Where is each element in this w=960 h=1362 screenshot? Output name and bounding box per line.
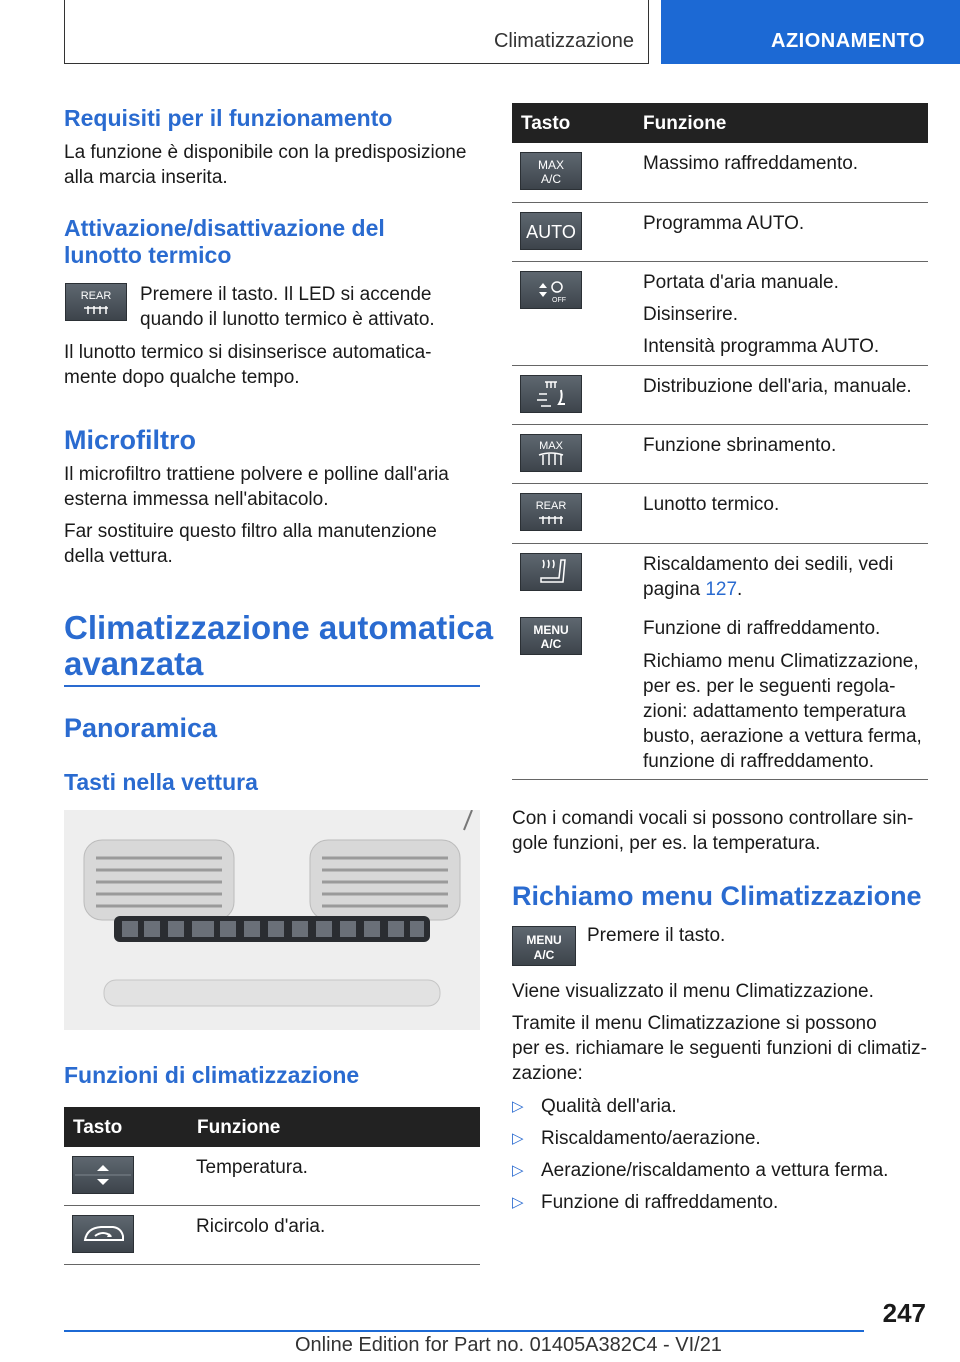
right-table-divider-3 — [512, 365, 928, 366]
menu-heading: Richiamo menu Climatizzazione — [512, 881, 922, 911]
header-chapter-label: AZIONAMENTO — [771, 30, 926, 52]
fan-button-image — [520, 271, 582, 309]
rear-defrost-text-1: Premere il tasto. Il LED si accende — [140, 284, 432, 305]
right-row-3-line-2: Disinserire. — [643, 304, 739, 325]
left-table-divider-1 — [64, 1205, 480, 1206]
left-table-divider-2 — [64, 1264, 480, 1265]
rear-button-image — [520, 493, 582, 531]
svg-text:MENU: MENU — [526, 933, 562, 947]
right-row-8-line-6: funzione di raffreddamento. — [643, 751, 874, 772]
svg-text:AUTO: AUTO — [526, 222, 576, 242]
svg-text:MAX: MAX — [537, 158, 565, 172]
right-row-7-line-2: pagina 127. — [643, 579, 743, 600]
svg-text:MENU: MENU — [533, 623, 569, 637]
menu-ac-button-image-2 — [512, 926, 576, 966]
defrost-button-image — [520, 434, 582, 472]
voice-text-1: Con i comandi vocali si possono controllare sin- — [512, 808, 914, 829]
car-buttons-heading: Tasti nella vettura — [64, 769, 258, 795]
seat-heat-button-image — [520, 553, 582, 591]
overview-heading: Panoramica — [64, 713, 218, 743]
temperature-arrows-icon — [73, 1157, 133, 1193]
voice-text-2: gole funzioni, per es. la temperatura. — [512, 833, 821, 854]
temperature-button-image — [72, 1156, 134, 1194]
air-recirculation-icon — [73, 1216, 133, 1252]
triangle-bullet-icon: ▷ — [512, 1130, 524, 1147]
main-heading-underline — [64, 685, 480, 687]
rear-defrost-heading-1: Attivazione/disattivazione del — [64, 215, 385, 241]
right-table-divider-6 — [512, 543, 928, 544]
windshield-defrost-icon — [521, 435, 581, 471]
right-row-4-line-1: Distribuzione dell'aria, manuale. — [643, 376, 912, 397]
seat-heating-page-link[interactable]: 127 — [705, 579, 738, 600]
left-table-col-button: Tasto — [73, 1117, 123, 1138]
main-heading-1: Climatizzazione automatica — [64, 609, 494, 646]
right-row-8-line-4: zioni: adattamento temperatura — [643, 701, 906, 722]
right-table-header — [512, 103, 928, 143]
menu-ac-icon — [513, 927, 575, 965]
microfilter-text-1: Il microfiltro trattiene polvere e polline dall'aria — [64, 464, 449, 485]
right-row-7-line-1: Riscaldamento dei sedili, vedi — [643, 554, 894, 575]
menu-ac-button-image — [520, 617, 582, 655]
rear-defrost-heading-2: lunotto termico — [64, 242, 232, 268]
rear-defrost-button-image — [65, 283, 127, 321]
right-row-8-line-2: Richiamo menu Climatizzazione, — [643, 651, 919, 672]
menu-text-2: Viene visualizzato il menu Climatizzazione. — [512, 981, 874, 1002]
page-number: 247 — [882, 1298, 926, 1328]
right-table-divider-2 — [512, 261, 928, 262]
header-section-title: Climatizzazione — [493, 30, 634, 52]
max-ac-button-image — [520, 152, 582, 190]
right-row-8-line-5: busto, aerazione a vettura ferma, — [643, 726, 922, 747]
menu-ac-icon — [521, 618, 581, 654]
air-distribution-icon — [521, 376, 581, 412]
svg-text:REAR: REAR — [80, 290, 112, 302]
right-row-3-line-1: Portata d'aria manuale. — [643, 272, 839, 293]
recirculation-button-image — [72, 1215, 134, 1253]
triangle-bullet-icon: ▷ — [512, 1098, 524, 1115]
left-table-col-function: Funzione — [197, 1117, 281, 1138]
distribution-button-image — [520, 375, 582, 413]
seat-heating-icon — [521, 554, 581, 590]
svg-text:A/C: A/C — [540, 172, 562, 186]
right-row-2-line-1: Programma AUTO. — [643, 213, 805, 234]
left-table-row-2-function: Ricircolo d'aria. — [196, 1216, 326, 1237]
microfilter-text-4: della vettura. — [64, 546, 173, 567]
right-table-col-function: Funzione — [643, 113, 727, 134]
right-table-divider-5 — [512, 483, 928, 484]
menu-text-4: per es. richiamare le seguenti funzioni di climatiz- — [512, 1038, 928, 1059]
header-section-box — [64, 0, 649, 64]
header-chapter-tab[interactable] — [661, 0, 960, 64]
menu-press-text: Premere il tasto. — [587, 925, 726, 946]
svg-text:OFF: OFF — [552, 297, 566, 304]
rear-window-heat-icon — [521, 494, 581, 530]
left-table-header — [64, 1107, 480, 1147]
right-row-8-line-3: per es. per le seguenti regola- — [643, 676, 896, 697]
left-table-row-1-function: Temperatura. — [196, 1157, 308, 1178]
rear-defrost-text-4: mente dopo qualche tempo. — [64, 367, 300, 388]
requirements-heading: Requisiti per il funzionamento — [64, 105, 393, 131]
svg-text:A/C: A/C — [540, 637, 562, 651]
auto-button-image — [520, 212, 582, 250]
main-heading-2: avanzata — [64, 645, 204, 682]
right-row-3-line-3: Intensità programma AUTO. — [643, 336, 880, 357]
triangle-bullet-icon: ▷ — [512, 1162, 524, 1179]
climate-panel-photo — [64, 810, 480, 1030]
triangle-bullet-icon: ▷ — [512, 1194, 524, 1211]
svg-text:A/C: A/C — [533, 948, 555, 962]
microfilter-text-3: Far sostituire questo filtro alla manutenzione — [64, 521, 437, 542]
menu-text-3: Tramite il menu Climatizzazione si possono — [512, 1013, 877, 1034]
requirements-text-2: alla marcia inserita. — [64, 167, 228, 188]
fan-off-icon — [521, 272, 581, 308]
auto-icon — [521, 213, 581, 249]
right-table-col-button: Tasto — [521, 113, 571, 134]
footer-rule — [64, 1330, 864, 1332]
climate-functions-heading: Funzioni di climatizzazione — [64, 1062, 360, 1088]
right-table-divider-7 — [512, 779, 928, 780]
right-table-divider-1 — [512, 202, 928, 203]
rear-defrost-text-2: quando il lunotto termico è attivato. — [140, 309, 435, 330]
right-row-8-line-1: Funzione di raffreddamento. — [643, 618, 881, 639]
svg-text:MAX: MAX — [539, 440, 563, 452]
right-row-5-line-1: Funzione sbrinamento. — [643, 435, 837, 456]
right-table-divider-4 — [512, 424, 928, 425]
climate-panel-illustration — [64, 810, 480, 1030]
rear-window-heat-icon — [66, 284, 126, 320]
menu-text-5: zazione: — [512, 1063, 583, 1084]
microfilter-heading: Microfiltro — [64, 425, 196, 455]
rear-defrost-text-3: Il lunotto termico si disinserisce automatica- — [64, 342, 432, 363]
max-ac-icon — [521, 153, 581, 189]
footer-edition: Online Edition for Part no. 01405A382C4 - VI/21 — [295, 1334, 722, 1356]
requirements-text-1: La funzione è disponibile con la predisposizione — [64, 142, 467, 163]
right-row-6-line-1: Lunotto termico. — [643, 494, 780, 515]
right-row-1-line-1: Massimo raffreddamento. — [643, 153, 859, 174]
microfilter-text-2: esterna immessa nell'abitacolo. — [64, 489, 329, 510]
svg-text:REAR: REAR — [535, 500, 567, 512]
